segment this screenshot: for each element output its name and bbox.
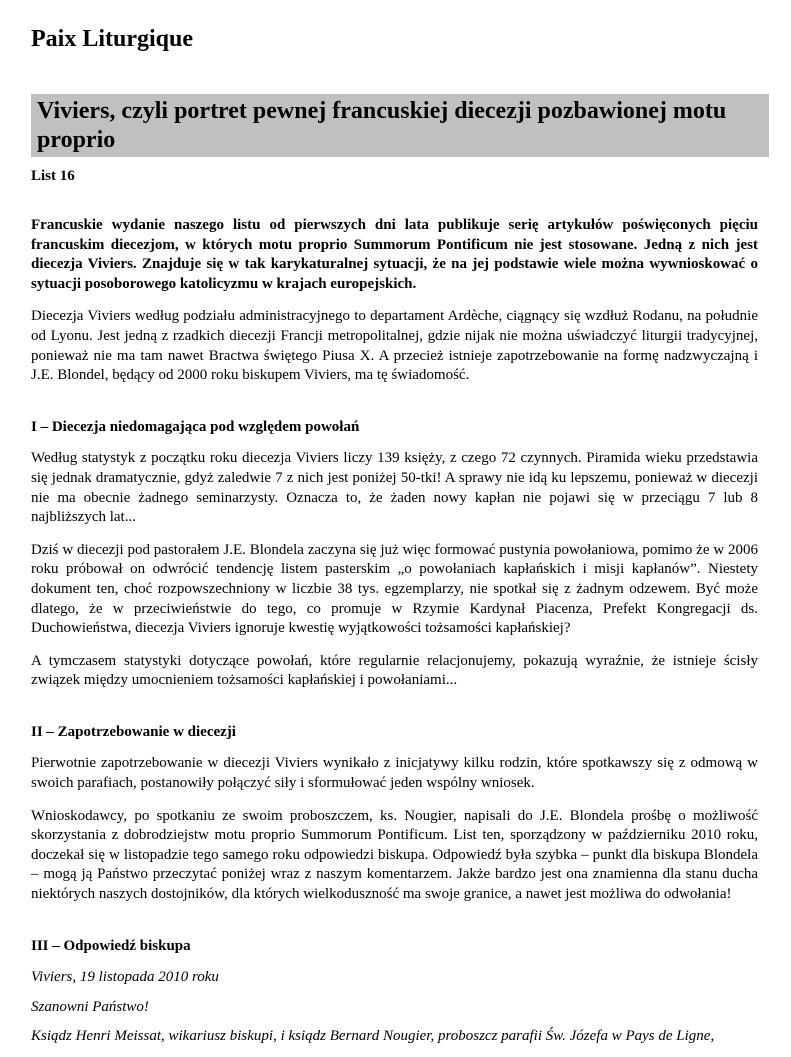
article-body xyxy=(31,216,758,1057)
headline-banner xyxy=(31,94,769,157)
section-1-paragraph: Dziś w diecezji pod pastorałem J.E. Blondela zaczyna się już więc formować pustynia powołaniowa, pomimo że w 2006 roku próbował on odwrócić tendencję listem pasterskim „o powołaniach kapłańskich i misji kapłanów”. Niestety dokument ten, choć rozpowszechniony w liczbie 38 tys. egzemplarzy, nie spotkał się z żadnym odzewem. Być może dlatego, że w przeciwieństwie do tego, co promuje w Rzymie Kardynał Piacenza, Prefekt Kongregacji ds. Duchowieństwa, diecezja Viviers ignoruje kwestię wyjątkowości tożsamości kapłańskiej? xyxy=(31,541,758,637)
letter-date: Viviers, 19 listopada 2010 roku xyxy=(31,969,219,986)
section-2-paragraph: Pierwotnie zapotrzebowanie w diecezji Viviers wynikało z inicjatywy kilku rodzin, które spotkawszy się z odmową w swoich parafiach, postanowiły połączyć siły i sformułować jeden wspólny wniosek. xyxy=(31,755,758,792)
section-2-paragraph: Wnioskodawcy, po spotkaniu ze swoim proboszczem, ks. Nougier, napisali do J.E. Blondela prośbę o możliwość skorzystania z dobrodziejstw motu proprio Summorum Pontificum. List ten, sporządzony w październiku 2010 roku, doczekał się w listopadzie tego samego roku odpowiedzi biskupa. Odpowiedź była szybka – punkt dla biskupa Blondela – mogą ją Państwo przeczytać poniżej wraz z naszym komentarzem. Jakże bardzo jest ona znamienna dla stanu ducha niektórych naszych dostojników, dla których wielkoduszność ma swoje granice, a nawet jest możliwa do odwołania! xyxy=(31,807,758,903)
site-title: Paix Liturgique xyxy=(31,26,194,52)
section-1-heading: I – Diecezja niedomagająca pod względem powołań xyxy=(31,418,360,435)
letter-paragraph: Ksiądz Henri Meissat, wikariusz biskupi, i ksiądz Bernard Nougier, proboszcz parafii Św. Józefa w Pays de Ligne, xyxy=(31,1028,715,1045)
section-1-paragraph: A tymczasem statystyki dotyczące powołań, które regularnie relacjonujemy, pokazują wyraźnie, że istnieje ścisły związek między umocnieniem tożsamości kapłańskiej i powołaniami... xyxy=(31,652,758,689)
section-2-heading: II – Zapotrzebowanie w diecezji xyxy=(31,723,236,740)
section-3-heading: III – Odpowiedź biskupa xyxy=(31,937,191,954)
letter-salutation: Szanowni Państwo! xyxy=(31,998,149,1015)
section-1-paragraph: Według statystyk z początku roku diecezja Viviers liczy 139 księży, z czego 72 czynnych. Piramida wieku przedstawia się jednak dramatycznie, gdyż zaledwie 7 z nich jest poniżej 50-tki! A sprawy nie idą ku lepszemu, ponieważ w diecezji nie ma obecnie żadnego seminarzysty. Oznacza to, że żaden nowy kapłan nie pojawi się w przeciągu 7 lub 8 najbliższych lat... xyxy=(31,450,758,526)
article-headline: Viviers, czyli portret pewnej francuskiej diecezji pozbawionej motu proprio xyxy=(37,98,727,153)
lead-paragraph: Francuskie wydanie naszego listu od pierwszych dni lata publikuje serię artykułów poświęconych pięciu francuskim diecezjom, w których motu proprio Summorum Pontificum nie jest stosowane. Jedną z nich jest diecezja Viviers. Znajduje się w tak karykaturalnej sytuacji, że na jej podstawie wiele można wywnioskować o sytuacji posoborowego katolicyzmu w krajach europejskich. xyxy=(31,217,758,292)
issue-label: List 16 xyxy=(31,168,75,184)
intro-paragraph: Diecezja Viviers według podziału administracyjnego to departament Ardèche, ciągnący się wzdłuż Rodanu, na południe od Lyonu. Jest jedną z rzadkich diecezji Francji metropolitalnej, gdzie nijak nie można uświadczyć liturgii tradycyjnej, ponieważ nie ma tam nawet Bractwa świętego Piusa X. A przecież istnieje zapotrzebowanie na formę nadzwyczajną i J.E. Blondel, będący od 2000 roku biskupem Viviers, ma tę świadomość. xyxy=(31,308,758,384)
